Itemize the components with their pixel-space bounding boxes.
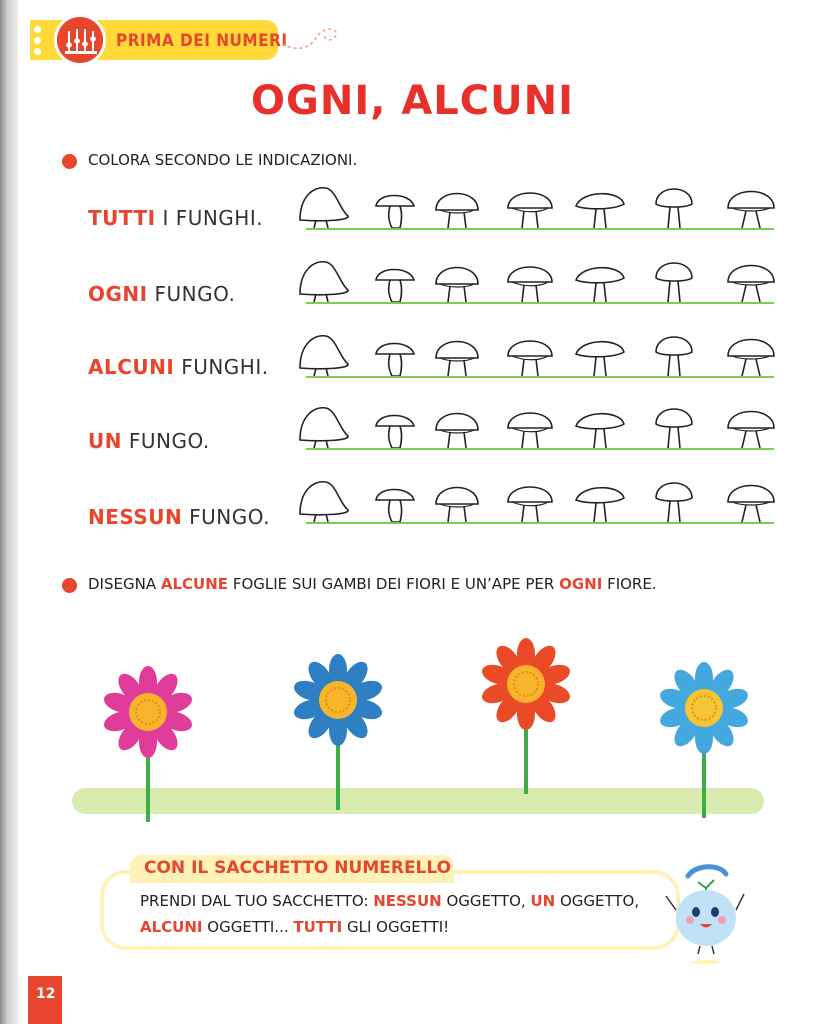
row-label-alcuni: ALCUNI FUNGHI. — [88, 355, 269, 379]
mushroom-icon[interactable] — [370, 330, 426, 380]
mushroom-icon[interactable] — [648, 256, 704, 306]
mushroom-icon[interactable] — [430, 182, 486, 232]
sacchetto-line-1: PRENDI DAL TUO SACCHETTO: NESSUN OGGETTO, UN OGGETTO, — [140, 892, 640, 910]
mushroom-row[interactable] — [296, 330, 778, 380]
bullet-point — [62, 154, 77, 169]
decorative-dashed-swirl — [280, 18, 340, 58]
ground-line — [306, 522, 774, 524]
mushroom-icon[interactable] — [370, 256, 426, 306]
ground-line — [306, 448, 774, 450]
mushroom-icon[interactable] — [724, 182, 780, 232]
mushroom-icon[interactable] — [296, 476, 352, 526]
mushroom-icon[interactable] — [502, 330, 558, 380]
mushroom-icon[interactable] — [296, 402, 352, 452]
tab-dots — [34, 26, 44, 59]
mushroom-icon[interactable] — [430, 330, 486, 380]
ground-line — [306, 302, 774, 304]
mushroom-icon[interactable] — [502, 256, 558, 306]
flower-icon[interactable] — [654, 658, 754, 838]
exercise1-instruction: COLORA SECONDO LE INDICAZIONI. — [88, 151, 358, 169]
flower-icon[interactable] — [98, 662, 198, 842]
mushroom-icon[interactable] — [648, 330, 704, 380]
mushroom-row[interactable] — [296, 476, 778, 526]
mushroom-icon[interactable] — [574, 256, 630, 306]
mushroom-icon[interactable] — [724, 330, 780, 380]
mushroom-row[interactable] — [296, 256, 778, 306]
abacus-icon — [57, 17, 103, 63]
sacchetto-line-2: ALCUNI OGGETTI... TUTTI GLI OGGETTI! — [140, 918, 450, 936]
mushroom-icon[interactable] — [370, 402, 426, 452]
ground-line — [306, 228, 774, 230]
sacchetto-title-tab — [130, 855, 454, 883]
mushroom-icon[interactable] — [296, 256, 352, 306]
row-label-nessun: NESSUN FUNGO. — [88, 505, 271, 529]
section-label: PRIMA DEI NUMERI — [116, 31, 288, 51]
mushroom-icon[interactable] — [574, 476, 630, 526]
row-label-ogni: OGNI FUNGO. — [88, 282, 236, 306]
mushroom-icon[interactable] — [430, 476, 486, 526]
mushroom-icon[interactable] — [648, 182, 704, 232]
page-number-tab — [28, 976, 62, 1024]
mushroom-icon[interactable] — [296, 330, 352, 380]
page-number: 12 — [36, 986, 56, 1002]
numerello-mascot-icon — [660, 858, 750, 970]
mushroom-icon[interactable] — [648, 476, 704, 526]
mushroom-icon[interactable] — [648, 402, 704, 452]
mushroom-icon[interactable] — [574, 182, 630, 232]
row-label-tutti: TUTTI I FUNGHI. — [88, 206, 264, 230]
mushroom-icon[interactable] — [502, 402, 558, 452]
ground-line — [306, 376, 774, 378]
mushroom-icon[interactable] — [724, 256, 780, 306]
abacus-badge — [54, 14, 106, 66]
mushroom-icon[interactable] — [370, 182, 426, 232]
flower-icon[interactable] — [288, 650, 388, 830]
bullet-point — [62, 578, 77, 593]
mushroom-icon[interactable] — [430, 256, 486, 306]
mushroom-icon[interactable] — [574, 402, 630, 452]
mushroom-icon[interactable] — [724, 402, 780, 452]
row-label-un: UN FUNGO. — [88, 429, 210, 453]
mushroom-row[interactable] — [296, 402, 778, 452]
mushroom-icon[interactable] — [502, 182, 558, 232]
mushroom-icon[interactable] — [370, 476, 426, 526]
mushroom-icon[interactable] — [724, 476, 780, 526]
book-spine-shadow — [0, 0, 18, 1024]
mushroom-row[interactable] — [296, 182, 778, 232]
mushroom-icon[interactable] — [296, 182, 352, 232]
sacchetto-title: CON IL SACCHETTO NUMERELLO — [144, 858, 452, 878]
exercise2-instruction: DISEGNA ALCUNE FOGLIE SUI GAMBI DEI FIORI E UN’APE PER OGNI FIORE. — [88, 575, 657, 593]
mushroom-icon[interactable] — [502, 476, 558, 526]
mushroom-icon[interactable] — [430, 402, 486, 452]
flower-icon[interactable] — [476, 634, 576, 814]
mushroom-icon[interactable] — [574, 330, 630, 380]
page-title: OGNI, ALCUNI — [251, 78, 574, 124]
